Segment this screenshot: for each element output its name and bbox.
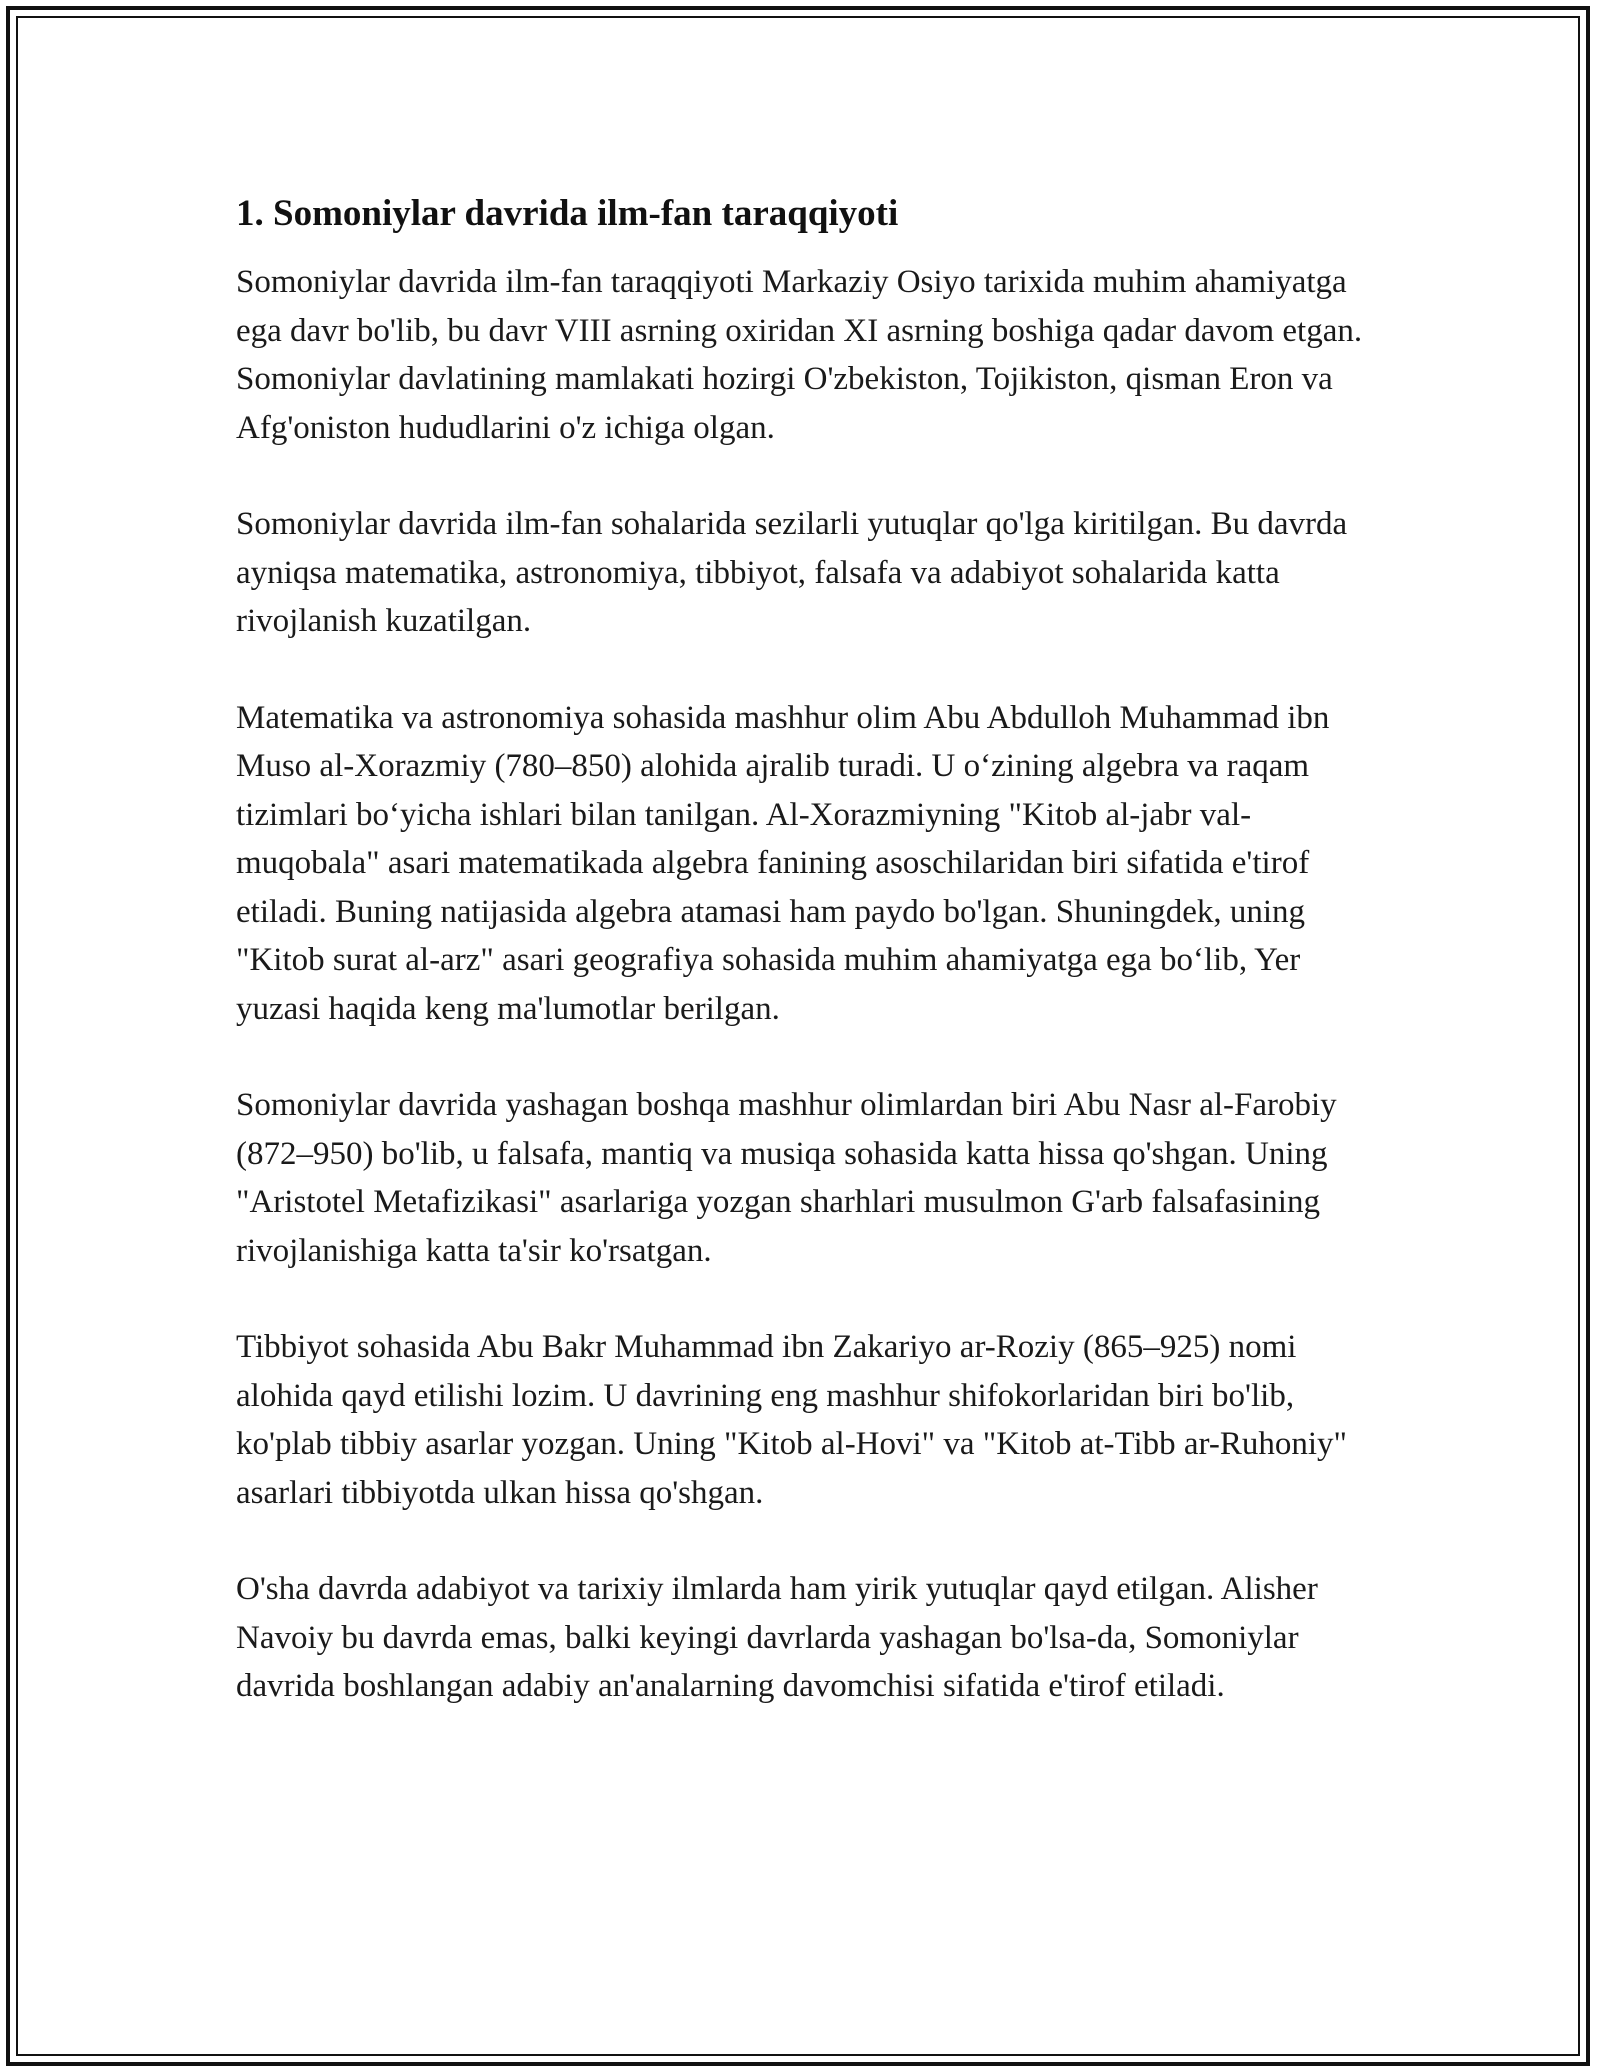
page-title: 1. Somoniylar davrida ilm-fan taraqqiyoti — [236, 193, 899, 234]
paragraph-literature: O'sha davrda adabiyot va tarixiy ilmlarda ham yirik yutuqlar qayd etilgan. Alisher Navoiy bu davrda emas, balki keyingi davrlarda yashagan bo'lsa-da, Somoniylar davrida boshlangan adabiy an'analarning davomchisi sifatida e'tirof etiladi. — [236, 1571, 1318, 1704]
paragraph-al-xorazmiy: Matematika va astronomiya sohasida mashhur olim Abu Abdulloh Muhammad ibn Muso al-Xorazmiy (780–850) alohida ajralib turadi. U o‘zining algebra va raqam tizimlari bo‘yicha ishlari bilan tanilgan. Al-Xorazmiyning "Kitob al-jabr val-muqobala" asari matematikada algebra fanining asoschilaridan biri sifatida e'tirof etiladi. Buning natijasida algebra atamasi ham paydo bo'lgan. Shuningdek, uning "Kitob surat al-arz" asari geografiya sohasida muhim ahamiyatga ega bo‘lib, Yer yuzasi haqida keng ma'lumotlar berilgan. — [236, 699, 1330, 1027]
paragraph-intro: Somoniylar davrida ilm-fan taraqqiyoti Markaziy Osiyo tarixida muhim ahamiyatga ega davr bo'lib, bu davr VIII asrning oxiridan XI asrning boshiga qadar davom etgan. Somoniylar davlatining mamlakati hozirgi O'zbekiston, Tojikiston, qisman Eron va Afg'oniston hududlarini o'z ichiga olgan. — [236, 264, 1363, 446]
paragraph-achievements: Somoniylar davrida ilm-fan sohalarida sezilarli yutuqlar qo'lga kiritilgan. Bu davrda ayniqsa matematika, astronomiya, tibbiyot, falsafa va adabiyot sohalarida katta rivojlanish kuzatilgan. — [236, 506, 1348, 639]
paragraph-al-farobiy: Somoniylar davrida yashagan boshqa mashhur olimlardan biri Abu Nasr al-Farobiy (872–950) bo'lib, u falsafa, mantiq va musiqa sohasida katta hissa qo'shgan. Uning "Aristotel Metafizikasi" asarlariga yozgan sharhlari musulmon G'arb falsafasining rivojlanishiga katta ta'sir ko'rsatgan. — [236, 1087, 1337, 1269]
paragraph-ar-roziy: Tibbiyot sohasida Abu Bakr Muhammad ibn Zakariyo ar-Roziy (865–925) nomi alohida qayd etilishi lozim. U davrining eng mashhur shifokorlaridan biri bo'lib, ko'plab tibbiy asarlar yozgan. Uning "Kitob al-Hovi" va "Kitob at-Tibb ar-Ruhoniy" asarlari tibbiyotda ulkan hissa qo'shgan. — [236, 1329, 1348, 1511]
document-body — [236, 188, 1376, 1759]
